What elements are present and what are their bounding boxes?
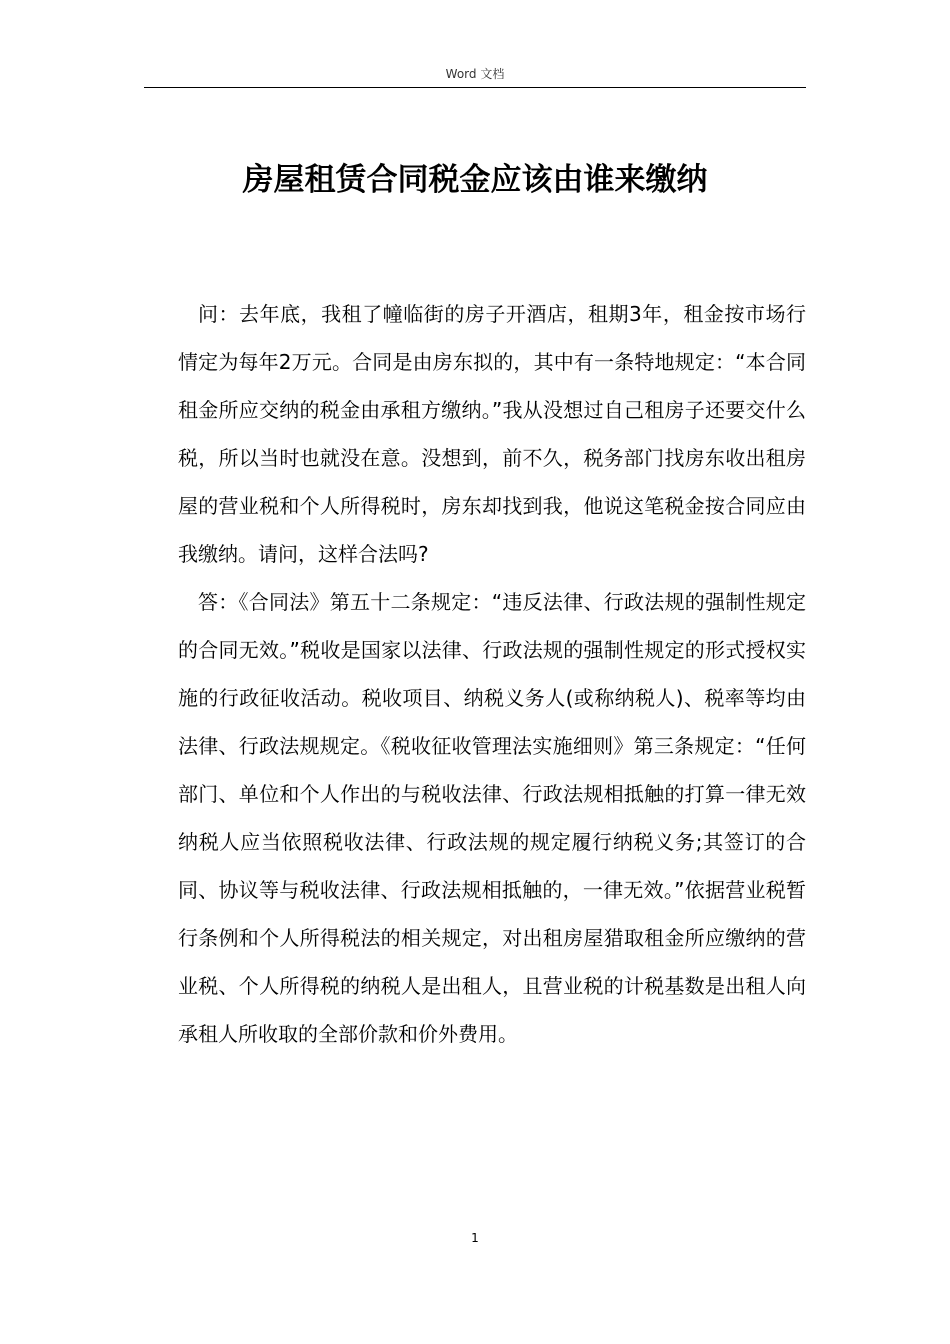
page-header-label: Word 文档 <box>445 67 505 81</box>
page-number: 1 <box>471 1231 479 1245</box>
header-divider <box>144 87 806 88</box>
answer-paragraph: 答：《合同法》第五十二条规定：“违反法律、行政法规的强制性规定的合同无效。”税收是国家以法律、行政法规的强制性规定的形式授权实施的行政征收活动。税收项目、纳税义务人(或称纳税人)、税率等均由法律、行政法规规定。《税收征收管理法实施细则》第三条规定：“任何部门、单位和个人作出的与税收法律、行政法规相抵触的打算一律无效纳税人应当依照税收法律、行政法规的规定履行纳税义务;其签订的合同、协议等与税收法律、行政法规相抵触的，一律无效。”依据营业税暂行条例和个人所得税法的相关规定，对出租房屋猎取租金所应缴纳的营业税、个人所得税的纳税人是出租人，且营业税的计税基数是出租人向承租人所收取的全部价款和价外费用。 <box>178 590 806 1046</box>
document-title: 房屋租赁合同税金应该由谁来缴纳 <box>242 162 708 198</box>
question-paragraph: 问：去年底，我租了幢临街的房子开酒店，租期3年，租金按市场行情定为每年2万元。合同是由房东拟的，其中有一条特地规定：“本合同租金所应交纳的税金由承租方缴纳。”我从没想过自己租房子还要交什么税，所以当时也就没在意。没想到，前不久，税务部门找房东收出租房屋的营业税和个人所得税时，房东却找到我，他说这笔税金按合同应由我缴纳。请问，这样合法吗? <box>178 302 806 566</box>
document-body <box>178 290 806 1058</box>
